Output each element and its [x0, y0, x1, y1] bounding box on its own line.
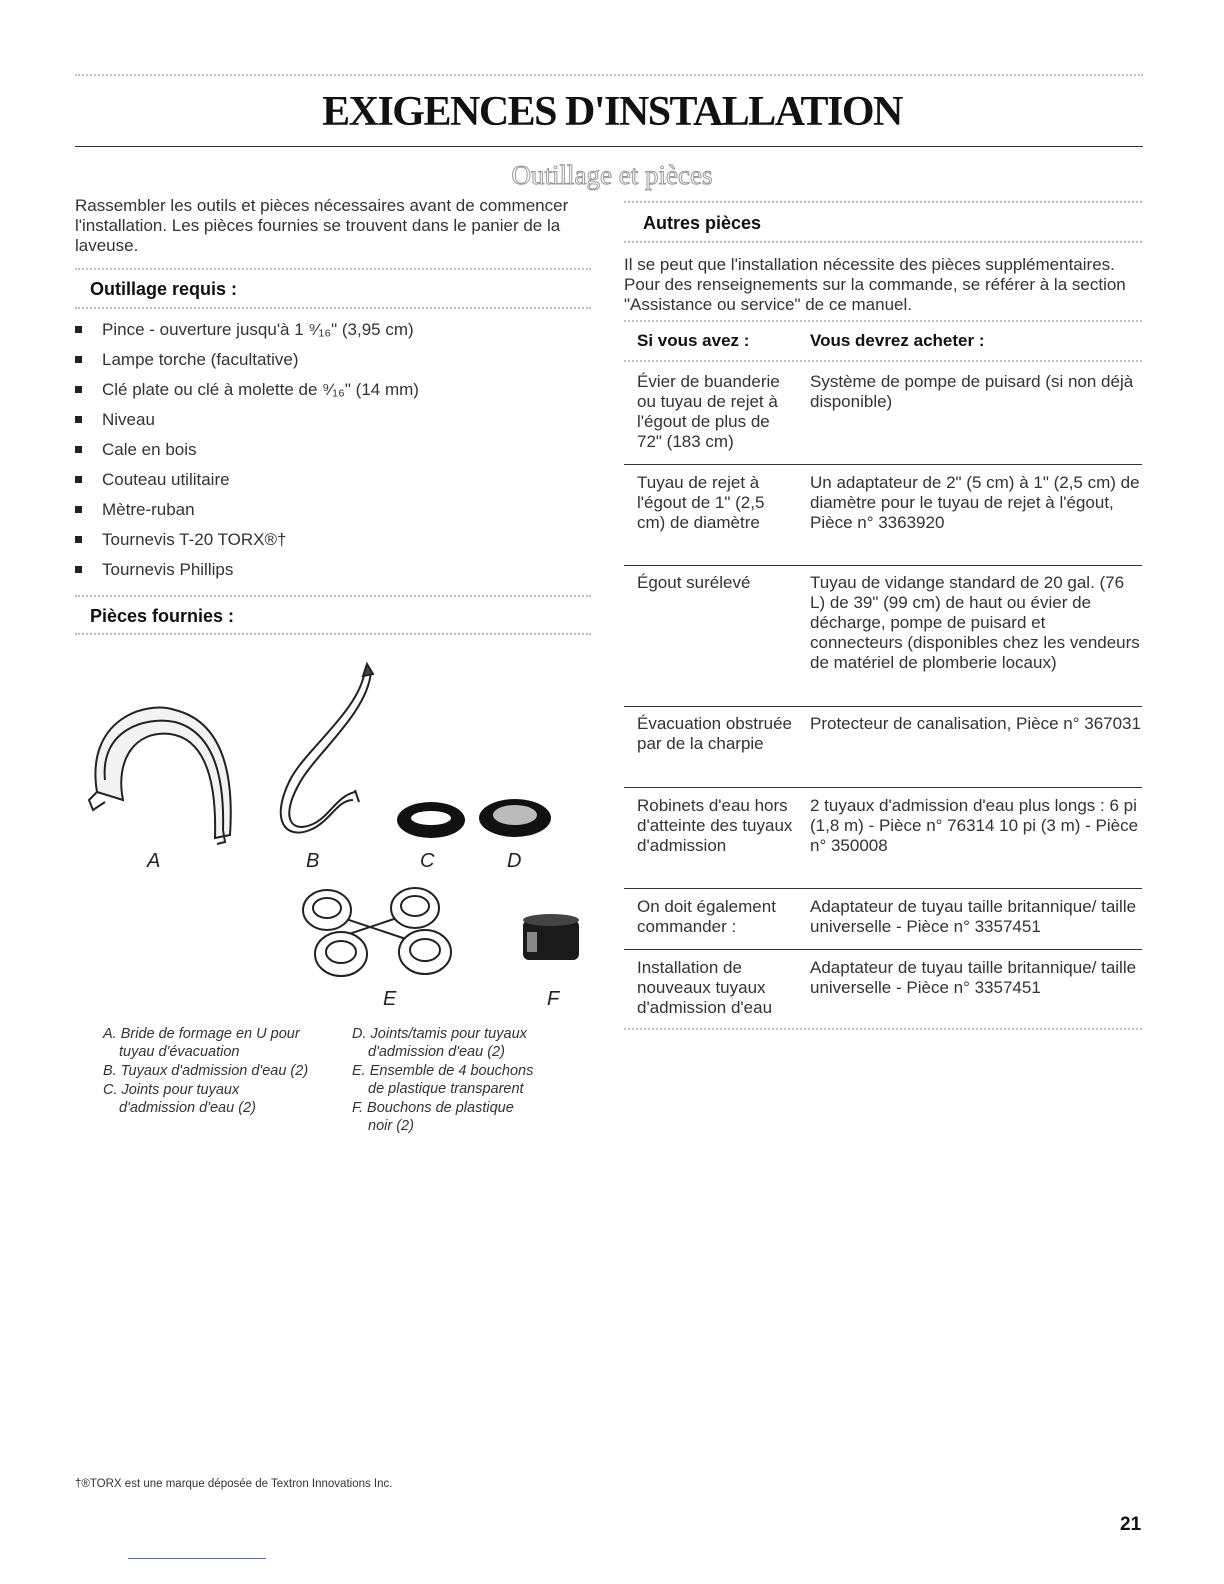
list-item: Pince - ouverture jusqu'à 1 ⁹⁄₁₆" (3,95 cm): [75, 318, 595, 348]
legend-item-a: A. Bride de formage en U pour tuyau d'évacuation: [103, 1026, 300, 1060]
row-divider: [624, 787, 1142, 788]
figure-label-e: E: [383, 988, 397, 1010]
top-dotted-rule: [75, 74, 1143, 76]
list-item: Lampe torche (facultative): [75, 348, 595, 378]
legend-item-d: D. Joints/tamis pour tuyaux d'admission d'eau (2): [352, 1026, 527, 1060]
other-parts-heading: Autres pièces: [643, 213, 762, 233]
inlet-hose-icon: [281, 664, 373, 833]
tools-heading: Outillage requis :: [90, 279, 238, 299]
legend-item-f: F. Bouchons de plastique noir (2): [352, 1100, 514, 1134]
list-item: Tournevis Phillips: [75, 558, 595, 588]
figure-label-c: C: [420, 850, 435, 872]
other-parts-intro: Il se peut que l'installation nécessite des pièces supplémentaires. Pour des renseignements sur la commande, se référer à la section "Assistance ou service" de ce manuel.: [624, 255, 1126, 314]
legend-item-c: C. Joints pour tuyaux d'admission d'eau (2): [103, 1082, 256, 1116]
table-bottom-rule: [624, 1028, 1142, 1030]
list-item: Niveau: [75, 408, 595, 438]
row-divider: [624, 565, 1142, 566]
bullet-icon: [75, 566, 82, 573]
figure-legend-left: [103, 1025, 343, 1118]
list-item: Mètre-ruban: [75, 498, 595, 528]
intro-paragraph: Rassembler les outils et pièces nécessaires avant de commencer l'installation. Les pièces fournies se trouvent dans le panier de la laveuse.: [75, 196, 569, 255]
parts-heading: Pièces fournies :: [90, 606, 235, 626]
tools-bottom-rule: [75, 307, 591, 309]
title-rule: [75, 146, 1143, 147]
figure-label-a: A: [147, 850, 161, 872]
row-divider: [624, 464, 1142, 465]
list-item: Tournevis T-20 TORX®†: [75, 528, 595, 558]
figure-label-b: B: [306, 850, 320, 872]
figure-label-d: D: [507, 850, 522, 872]
col-header-buy: Vous devrez acheter :: [810, 331, 985, 350]
list-item: Clé plate ou clé à molette de ⁹⁄₁₆" (14 mm): [75, 378, 595, 408]
bullet-icon: [75, 356, 82, 363]
col-header-have: Si vous avez :: [637, 331, 750, 350]
row-divider: [624, 706, 1142, 707]
figure-legend-right: [352, 1025, 592, 1136]
row-divider: [624, 949, 1142, 950]
bullet-icon: [75, 536, 82, 543]
bottom-blue-rule: [128, 1558, 266, 1559]
plastic-caps-icon: [303, 888, 451, 976]
bullet-icon: [75, 416, 82, 423]
bullet-icon: [75, 446, 82, 453]
bullet-icon: [75, 386, 82, 393]
screen-washer-icon: [479, 799, 551, 837]
other-parts-bottom-rule: [624, 241, 1142, 243]
washer-icon: [397, 802, 465, 838]
parts-bottom-rule: [75, 633, 591, 635]
bullet-icon: [75, 476, 82, 483]
figure-label-f: F: [547, 988, 560, 1010]
tools-list: [75, 318, 595, 588]
table-top-rule: [624, 320, 1142, 322]
parts-top-rule: [75, 595, 591, 597]
section-title: Outillage et pièces: [511, 160, 713, 190]
legend-item-b: B. Tuyaux d'admission d'eau (2): [103, 1063, 309, 1079]
other-parts-top-rule: [624, 201, 1142, 203]
list-item: Couteau utilitaire: [75, 468, 595, 498]
bullet-icon: [75, 326, 82, 333]
legend-item-e: E. Ensemble de 4 bouchons de plastique transparent: [352, 1063, 534, 1097]
page-number: 21: [1120, 1514, 1142, 1535]
footnote: †®TORX est une marque déposée de Textron Innovations Inc.: [75, 1478, 393, 1490]
list-item: Cale en bois: [75, 438, 595, 468]
parts-illustration: [75, 650, 595, 1020]
page-title: EXIGENCES D'INSTALLATION: [322, 89, 902, 135]
tools-top-rule: [75, 268, 591, 270]
bullet-icon: [75, 506, 82, 513]
black-caps-icon: [523, 914, 579, 960]
u-bracket-icon: [89, 708, 231, 844]
row-divider: [624, 888, 1142, 889]
table-header-rule: [624, 360, 1142, 362]
